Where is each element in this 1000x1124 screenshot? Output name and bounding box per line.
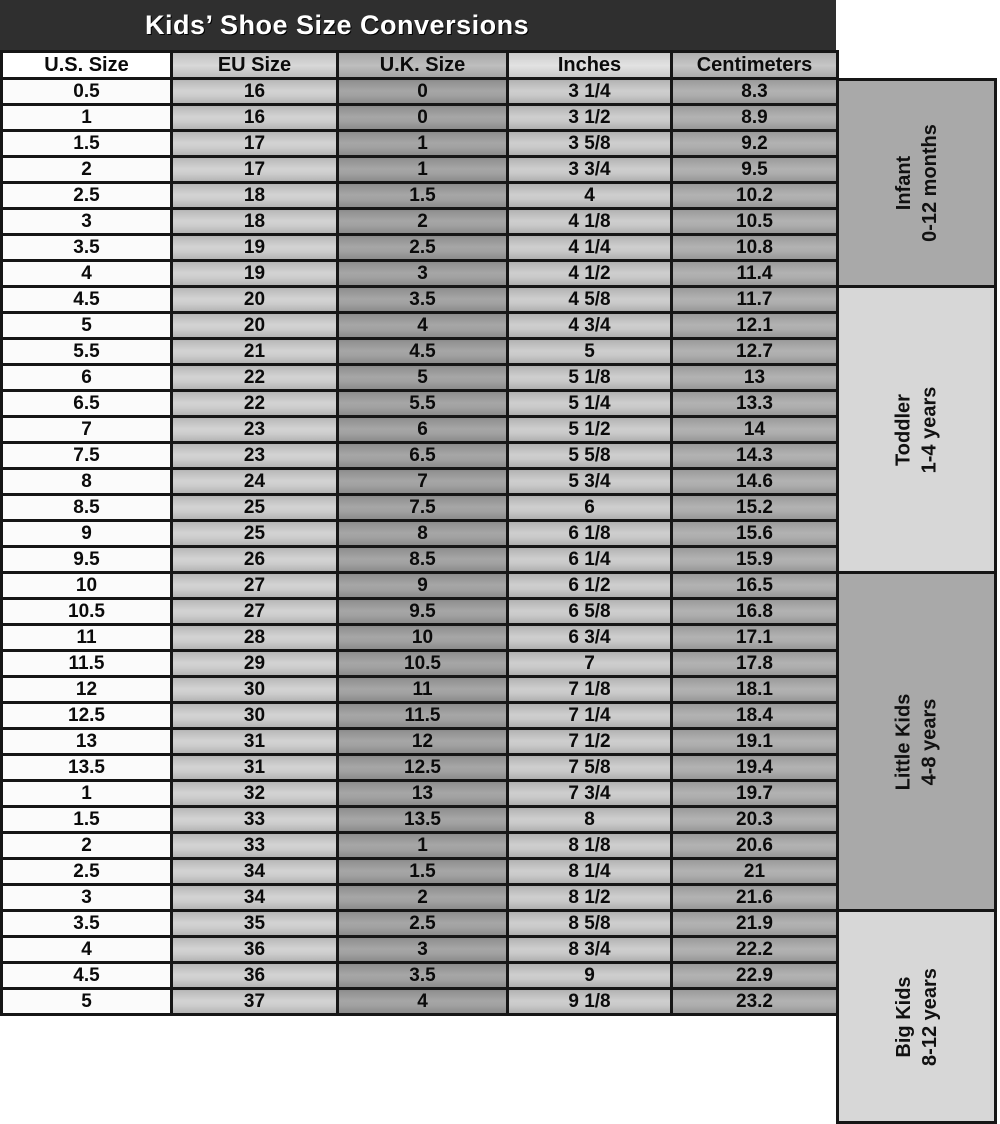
size-conversion-table [0,50,839,1016]
table-body [2,79,838,1015]
cell-centimeters: 13.3 [672,391,838,417]
cell-us-size: 10 [2,573,172,599]
cell-inches: 5 3/4 [508,469,672,495]
cell-centimeters: 21 [672,859,838,885]
table-row [2,651,838,677]
table-row [2,417,838,443]
cell-inches: 3 5/8 [508,131,672,157]
cell-uk-size: 6.5 [338,443,508,469]
cell-us-size: 0.5 [2,79,172,105]
table-row [2,729,838,755]
cell-uk-size: 3.5 [338,287,508,313]
table-row [2,339,838,365]
cell-centimeters: 9.5 [672,157,838,183]
cell-eu-size: 34 [172,885,338,911]
cell-eu-size: 17 [172,131,338,157]
cell-centimeters: 20.3 [672,807,838,833]
cell-inches: 3 1/4 [508,79,672,105]
cell-inches: 8 [508,807,672,833]
cell-uk-size: 3 [338,261,508,287]
cell-centimeters: 16.8 [672,599,838,625]
cell-eu-size: 22 [172,391,338,417]
cell-uk-size: 2 [338,209,508,235]
cell-uk-size: 9 [338,573,508,599]
table-row [2,209,838,235]
age-group-band-big-kids [836,909,997,1124]
cell-centimeters: 14.3 [672,443,838,469]
table-row [2,755,838,781]
table-row [2,573,838,599]
table-row [2,131,838,157]
table-row [2,911,838,937]
table-row [2,235,838,261]
cell-us-size: 4 [2,937,172,963]
cell-eu-size: 16 [172,79,338,105]
table-row [2,937,838,963]
cell-uk-size: 4 [338,989,508,1015]
cell-uk-size: 13.5 [338,807,508,833]
cell-uk-size: 12 [338,729,508,755]
cell-uk-size: 8 [338,521,508,547]
cell-uk-size: 0 [338,105,508,131]
cell-eu-size: 29 [172,651,338,677]
cell-eu-size: 18 [172,209,338,235]
table-row [2,625,838,651]
cell-inches: 4 1/8 [508,209,672,235]
table-row [2,157,838,183]
cell-eu-size: 20 [172,287,338,313]
cell-us-size: 9.5 [2,547,172,573]
cell-eu-size: 22 [172,365,338,391]
cell-uk-size: 8.5 [338,547,508,573]
cell-uk-size: 10.5 [338,651,508,677]
cell-us-size: 6.5 [2,391,172,417]
cell-inches: 6 3/4 [508,625,672,651]
cell-us-size: 7 [2,417,172,443]
cell-us-size: 4.5 [2,963,172,989]
cell-centimeters: 18.4 [672,703,838,729]
table-row [2,599,838,625]
cell-centimeters: 8.3 [672,79,838,105]
cell-uk-size: 9.5 [338,599,508,625]
title-bar [0,0,836,50]
cell-centimeters: 21.9 [672,911,838,937]
table-row [2,963,838,989]
cell-inches: 6 1/4 [508,547,672,573]
cell-inches: 4 5/8 [508,287,672,313]
cell-inches: 4 1/4 [508,235,672,261]
cell-centimeters: 19.7 [672,781,838,807]
cell-inches: 5 1/2 [508,417,672,443]
cell-eu-size: 23 [172,443,338,469]
table-row [2,469,838,495]
cell-inches: 7 1/2 [508,729,672,755]
cell-uk-size: 1.5 [338,183,508,209]
column-header-uk-size: U.K. Size [338,52,508,79]
table-row [2,105,838,131]
cell-eu-size: 19 [172,235,338,261]
cell-us-size: 5 [2,313,172,339]
age-group-band-toddler [836,285,997,574]
cell-us-size: 1 [2,105,172,131]
table-row [2,547,838,573]
cell-eu-size: 33 [172,807,338,833]
table-header-row [2,52,838,79]
cell-eu-size: 25 [172,521,338,547]
cell-us-size: 8.5 [2,495,172,521]
cell-us-size: 11 [2,625,172,651]
column-header-centimeters: Centimeters [672,52,838,79]
cell-eu-size: 16 [172,105,338,131]
cell-us-size: 13.5 [2,755,172,781]
cell-eu-size: 27 [172,573,338,599]
cell-eu-size: 24 [172,469,338,495]
cell-eu-size: 17 [172,157,338,183]
cell-uk-size: 4.5 [338,339,508,365]
column-header-eu-size: EU Size [172,52,338,79]
cell-uk-size: 4 [338,313,508,339]
cell-us-size: 4.5 [2,287,172,313]
age-group-label: Big Kids 8-12 years [892,967,941,1066]
cell-eu-size: 32 [172,781,338,807]
cell-uk-size: 11 [338,677,508,703]
cell-us-size: 13 [2,729,172,755]
cell-centimeters: 15.2 [672,495,838,521]
cell-eu-size: 26 [172,547,338,573]
cell-uk-size: 1 [338,157,508,183]
cell-centimeters: 13 [672,365,838,391]
cell-centimeters: 10.5 [672,209,838,235]
cell-us-size: 5 [2,989,172,1015]
age-group-band-little-kids [836,571,997,912]
cell-uk-size: 3 [338,937,508,963]
table-row [2,261,838,287]
cell-uk-size: 11.5 [338,703,508,729]
cell-eu-size: 31 [172,729,338,755]
cell-uk-size: 10 [338,625,508,651]
cell-centimeters: 22.2 [672,937,838,963]
cell-us-size: 6 [2,365,172,391]
table-row [2,989,838,1015]
cell-centimeters: 14.6 [672,469,838,495]
cell-us-size: 3 [2,885,172,911]
cell-eu-size: 30 [172,677,338,703]
cell-centimeters: 11.4 [672,261,838,287]
table-row [2,79,838,105]
cell-inches: 3 3/4 [508,157,672,183]
page-title: Kids’ Shoe Size Conversions [145,9,530,40]
cell-centimeters: 17.1 [672,625,838,651]
cell-inches: 7 3/4 [508,781,672,807]
cell-uk-size: 1 [338,833,508,859]
cell-uk-size: 5.5 [338,391,508,417]
cell-inches: 8 1/2 [508,885,672,911]
cell-centimeters: 16.5 [672,573,838,599]
cell-uk-size: 3.5 [338,963,508,989]
cell-eu-size: 28 [172,625,338,651]
cell-inches: 8 5/8 [508,911,672,937]
cell-uk-size: 1 [338,131,508,157]
cell-eu-size: 31 [172,755,338,781]
cell-centimeters: 22.9 [672,963,838,989]
cell-centimeters: 9.2 [672,131,838,157]
table-row [2,521,838,547]
cell-us-size: 3.5 [2,911,172,937]
cell-inches: 5 5/8 [508,443,672,469]
cell-eu-size: 27 [172,599,338,625]
table-row [2,703,838,729]
cell-eu-size: 23 [172,417,338,443]
cell-eu-size: 35 [172,911,338,937]
table-row [2,885,838,911]
cell-us-size: 4 [2,261,172,287]
cell-centimeters: 12.1 [672,313,838,339]
cell-inches: 7 1/4 [508,703,672,729]
cell-inches: 6 [508,495,672,521]
cell-inches: 6 5/8 [508,599,672,625]
cell-eu-size: 36 [172,963,338,989]
cell-us-size: 8 [2,469,172,495]
cell-inches: 7 1/8 [508,677,672,703]
table-row [2,781,838,807]
cell-centimeters: 15.9 [672,547,838,573]
table-row [2,859,838,885]
cell-inches: 8 3/4 [508,937,672,963]
cell-inches: 5 1/8 [508,365,672,391]
cell-us-size: 2 [2,157,172,183]
age-group-label: Toddler 1-4 years [892,386,941,473]
age-group-label: Little Kids 4-8 years [892,693,941,790]
cell-us-size: 7.5 [2,443,172,469]
table-row [2,287,838,313]
cell-inches: 4 1/2 [508,261,672,287]
cell-uk-size: 2.5 [338,235,508,261]
cell-us-size: 5.5 [2,339,172,365]
table-row [2,183,838,209]
cell-us-size: 2.5 [2,859,172,885]
cell-us-size: 1 [2,781,172,807]
cell-us-size: 1.5 [2,807,172,833]
cell-uk-size: 12.5 [338,755,508,781]
age-group-band-infant [836,78,997,288]
cell-centimeters: 15.6 [672,521,838,547]
table-row [2,833,838,859]
cell-eu-size: 33 [172,833,338,859]
cell-us-size: 9 [2,521,172,547]
cell-centimeters: 11.7 [672,287,838,313]
table-row [2,443,838,469]
cell-uk-size: 5 [338,365,508,391]
cell-eu-size: 21 [172,339,338,365]
cell-uk-size: 7 [338,469,508,495]
cell-uk-size: 1.5 [338,859,508,885]
column-header-inches: Inches [508,52,672,79]
cell-centimeters: 17.8 [672,651,838,677]
cell-uk-size: 7.5 [338,495,508,521]
cell-eu-size: 36 [172,937,338,963]
cell-centimeters: 12.7 [672,339,838,365]
table-row [2,807,838,833]
table-row [2,391,838,417]
cell-centimeters: 21.6 [672,885,838,911]
cell-uk-size: 13 [338,781,508,807]
table-row [2,495,838,521]
cell-centimeters: 8.9 [672,105,838,131]
cell-us-size: 10.5 [2,599,172,625]
column-header-us-size: U.S. Size [2,52,172,79]
cell-us-size: 11.5 [2,651,172,677]
table-row [2,313,838,339]
cell-centimeters: 20.6 [672,833,838,859]
cell-inches: 5 [508,339,672,365]
cell-eu-size: 20 [172,313,338,339]
cell-uk-size: 6 [338,417,508,443]
cell-us-size: 3 [2,209,172,235]
cell-centimeters: 23.2 [672,989,838,1015]
cell-eu-size: 30 [172,703,338,729]
table-row [2,365,838,391]
cell-centimeters: 19.4 [672,755,838,781]
cell-uk-size: 0 [338,79,508,105]
cell-inches: 8 1/4 [508,859,672,885]
cell-inches: 9 [508,963,672,989]
cell-inches: 4 [508,183,672,209]
cell-us-size: 2 [2,833,172,859]
cell-inches: 6 1/8 [508,521,672,547]
cell-inches: 9 1/8 [508,989,672,1015]
cell-us-size: 12.5 [2,703,172,729]
cell-centimeters: 19.1 [672,729,838,755]
cell-inches: 4 3/4 [508,313,672,339]
cell-us-size: 1.5 [2,131,172,157]
cell-eu-size: 19 [172,261,338,287]
cell-eu-size: 25 [172,495,338,521]
cell-inches: 7 5/8 [508,755,672,781]
cell-us-size: 12 [2,677,172,703]
cell-us-size: 3.5 [2,235,172,261]
cell-eu-size: 18 [172,183,338,209]
table-row [2,677,838,703]
cell-inches: 6 1/2 [508,573,672,599]
cell-us-size: 2.5 [2,183,172,209]
cell-eu-size: 34 [172,859,338,885]
cell-uk-size: 2 [338,885,508,911]
cell-inches: 5 1/4 [508,391,672,417]
cell-centimeters: 10.8 [672,235,838,261]
cell-inches: 3 1/2 [508,105,672,131]
cell-centimeters: 14 [672,417,838,443]
cell-inches: 8 1/8 [508,833,672,859]
age-group-label: Infant 0-12 months [892,124,941,242]
cell-centimeters: 10.2 [672,183,838,209]
cell-uk-size: 2.5 [338,911,508,937]
cell-centimeters: 18.1 [672,677,838,703]
cell-eu-size: 37 [172,989,338,1015]
cell-inches: 7 [508,651,672,677]
